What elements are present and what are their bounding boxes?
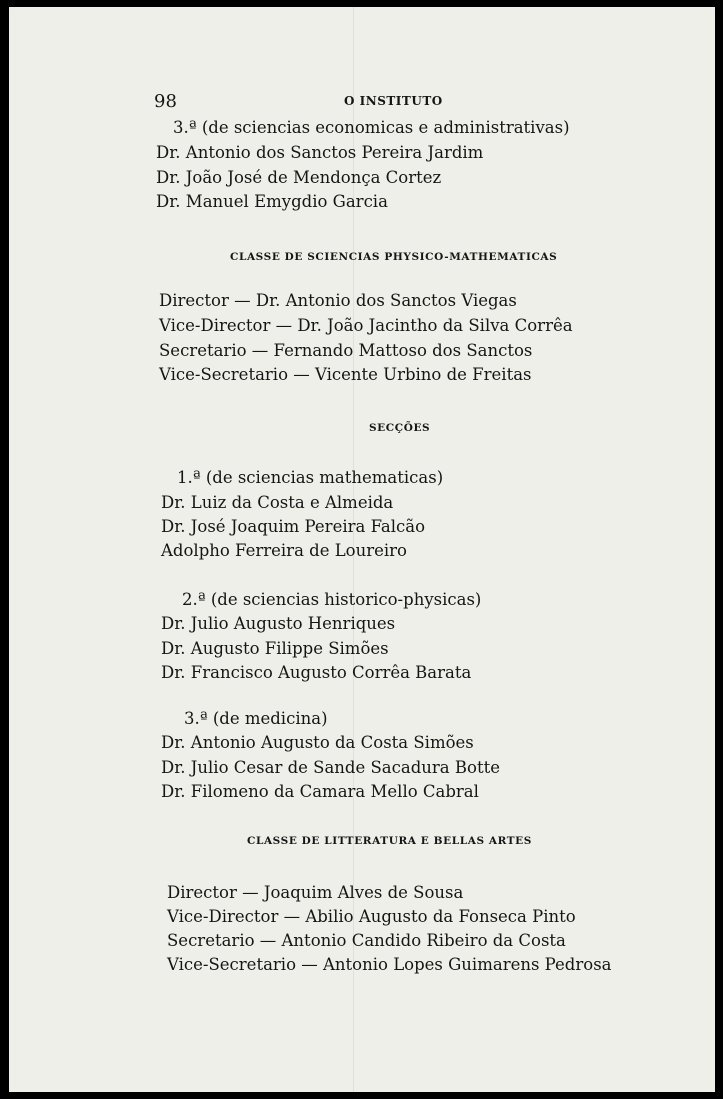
officer-line: Director — Joaquim Alves de Sousa: [167, 883, 464, 902]
classe-heading: CLASSE DE SCIENCIAS PHYSICO-MATHEMATICAS: [230, 251, 558, 263]
member-line: Dr. Julio Augusto Henriques: [161, 614, 396, 633]
member-line: Dr. Manuel Emygdio Garcia: [156, 192, 388, 211]
officer-line: Secretario — Fernando Mattoso dos Sanctos: [159, 341, 533, 360]
member-line: Dr. Francisco Augusto Corrêa Barata: [161, 663, 472, 682]
section-heading: 3.ª (de medicina): [184, 709, 328, 728]
member-line: Dr. João José de Mendonça Cortez: [156, 168, 442, 187]
member-line: Dr. Filomeno da Camara Mello Cabral: [161, 782, 479, 801]
member-line: Dr. Luiz da Costa e Almeida: [161, 493, 394, 512]
member-line: Dr. José Joaquim Pereira Falcão: [161, 517, 426, 536]
running-header: O INSTITUTO: [344, 94, 443, 108]
section-heading: 1.ª (de sciencias mathematicas): [177, 468, 444, 487]
officer-line: Vice-Secretario — Antonio Lopes Guimarens Pedrosa: [167, 955, 612, 974]
member-line: Dr. Julio Cesar de Sande Sacadura Botte: [161, 758, 500, 777]
member-line: Dr. Antonio dos Sanctos Pereira Jardim: [156, 143, 484, 162]
officer-line: Secretario — Antonio Candido Ribeiro da Costa: [167, 931, 566, 950]
page-number: 98: [154, 91, 177, 112]
member-line: Dr. Antonio Augusto da Costa Simões: [161, 733, 474, 752]
book-page: [9, 7, 715, 1092]
officer-line: Vice-Director — Dr. João Jacintho da Silva Corrêa: [159, 316, 573, 335]
officer-line: Vice-Secretario — Vicente Urbino de Freitas: [159, 365, 532, 384]
classe-heading: CLASSE DE LITTERATURA E BELLAS ARTES: [247, 835, 532, 847]
member-line: Dr. Augusto Filippe Simões: [161, 639, 389, 658]
officer-line: Director — Dr. Antonio dos Sanctos Viegas: [159, 291, 517, 310]
seccoes-heading: SECÇÕES: [369, 422, 431, 434]
officer-line: Vice-Director — Abilio Augusto da Fonseca Pinto: [167, 907, 576, 926]
member-line: Adolpho Ferreira de Loureiro: [161, 541, 407, 560]
section-heading: 2.ª (de sciencias historico-physicas): [182, 590, 482, 609]
section-heading: 3.ª (de sciencias economicas e administrativas): [173, 118, 570, 137]
